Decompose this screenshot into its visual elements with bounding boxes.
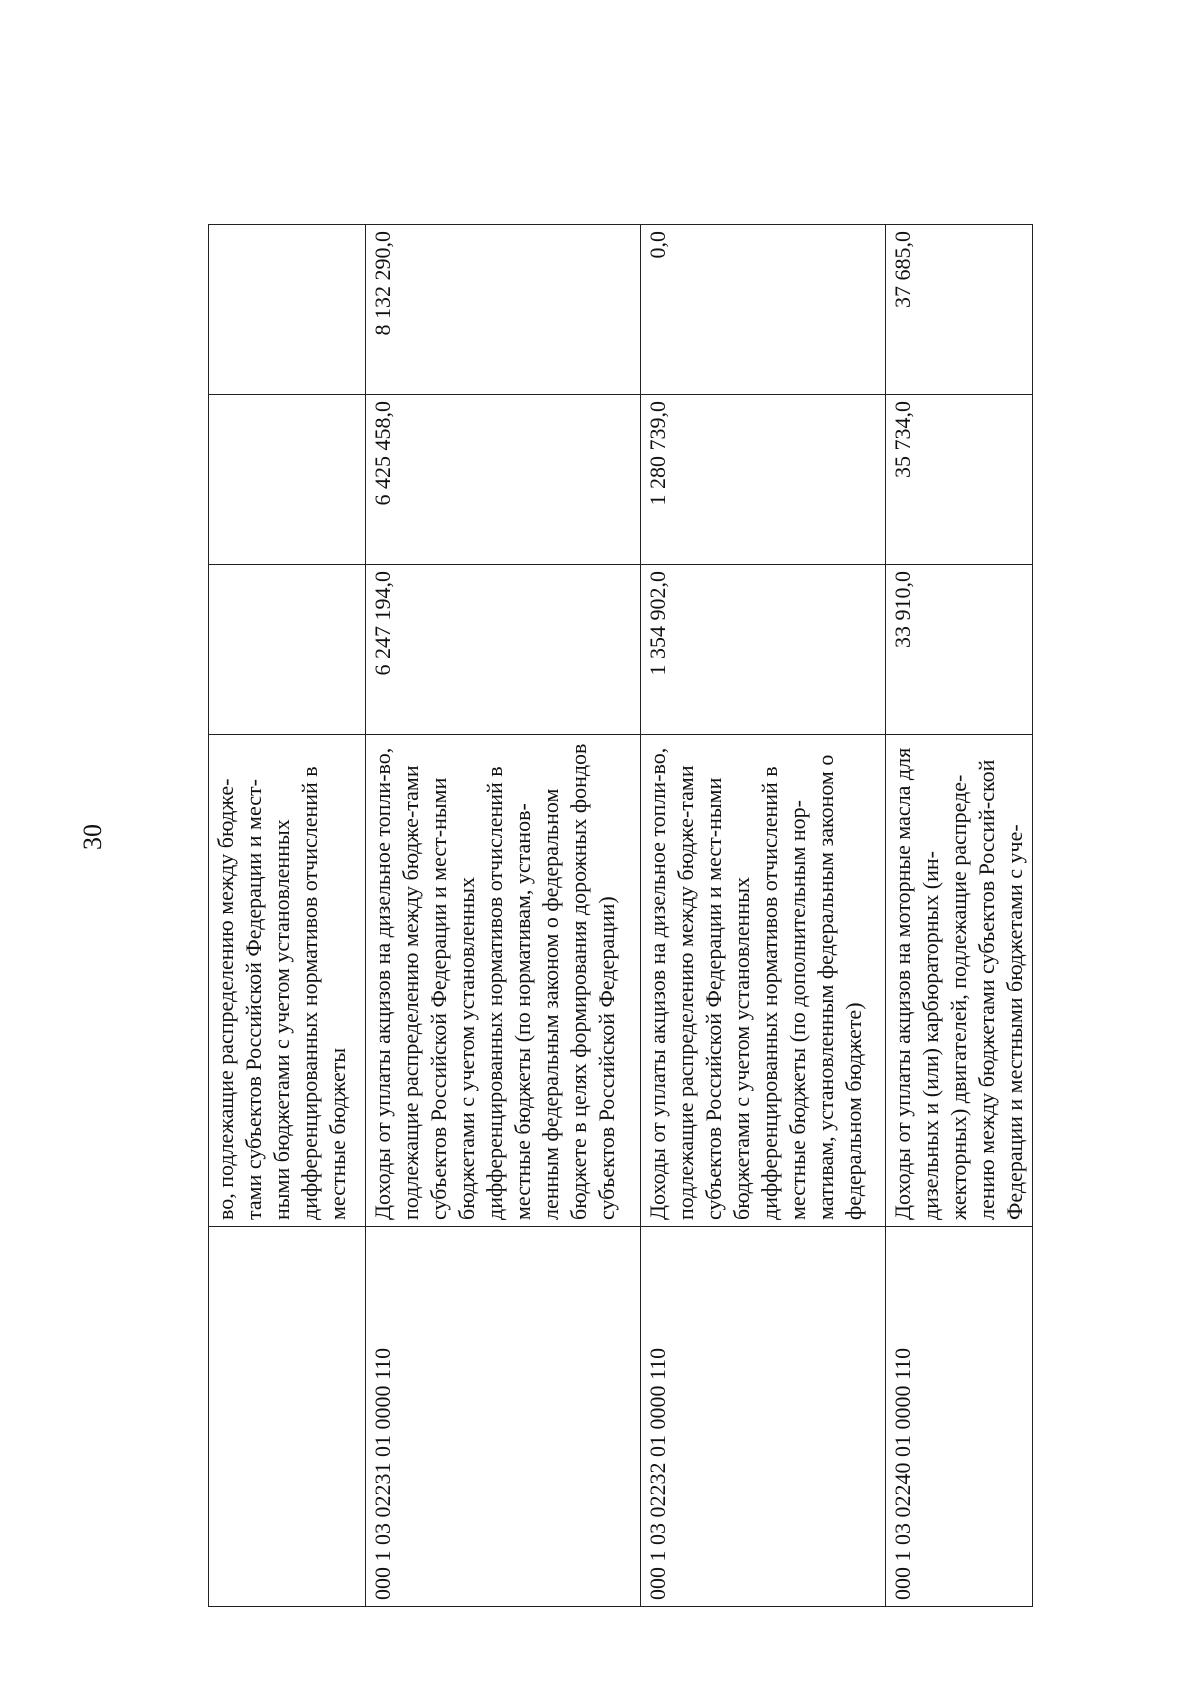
- amount-cell-3: 0,0: [641, 225, 886, 395]
- amount-cell-3: 37 685,0: [886, 225, 1033, 395]
- revenue-table: [208, 224, 1033, 1607]
- rotated-page-content: [208, 225, 1027, 1607]
- amount-cell-3: [209, 225, 366, 395]
- revenue-name-cell: Доходы от уплаты акцизов на моторные масла для дизельных и (или) карбюраторных (ин-жекторных) двигателей, подлежащие распреде-лению между бюджетами субъектов Россий-ской Федерации и местными бюджетами с уче-: [886, 735, 1033, 1227]
- amount-cell-2: 6 425 458,0: [366, 395, 641, 565]
- amount-cell-2: 1 280 739,0: [641, 395, 886, 565]
- revenue-name-cell: во, подлежащие распределению между бюдже-тами субъектов Российской Федерации и мест-ными бюджетами с учетом установленных дифференцированных нормативов отчислений в местные бюджеты: [209, 735, 366, 1227]
- amount-cell-1: 33 910,0: [886, 565, 1033, 735]
- amount-cell-1: [209, 565, 366, 735]
- amount-cell-1: 6 247 194,0: [366, 565, 641, 735]
- table-row: [886, 225, 1033, 1607]
- amount-cell-2: [209, 395, 366, 565]
- table-row: [209, 225, 366, 1607]
- budget-code-cell: 000 1 03 02231 01 0000 110: [366, 1227, 641, 1607]
- amount-cell-3: 8 132 290,0: [366, 225, 641, 395]
- budget-code-cell: [209, 1227, 366, 1607]
- amount-cell-2: 35 734,0: [886, 395, 1033, 565]
- page-number: 30: [78, 824, 107, 850]
- budget-code-cell: 000 1 03 02232 01 0000 110: [641, 1227, 886, 1607]
- revenue-name-cell: Доходы от уплаты акцизов на дизельное топли-во, подлежащие распределению между бюдже-тами субъектов Российской Федерации и мест-ными бюджетами с учетом установленных дифференцированных нормативов отчислений в местные бюджеты (по дополнительным нор-мативам, установленным федеральным законом о федеральном бюджете): [641, 735, 886, 1227]
- amount-cell-1: 1 354 902,0: [641, 565, 886, 735]
- table-row: [366, 225, 641, 1607]
- table-row: [641, 225, 886, 1607]
- budget-code-cell: 000 1 03 02240 01 0000 110: [886, 1227, 1033, 1607]
- revenue-name-cell: Доходы от уплаты акцизов на дизельное топли-во, подлежащие распределению между бюдже-тами субъектов Российской Федерации и мест-ными бюджетами с учетом установленных дифференцированных нормативов отчислений в местные бюджеты (по нормативам, установ-ленным федеральным законом о федеральном бюджете в целях формирования дорожных фондов субъектов Российской Федерации): [366, 735, 641, 1227]
